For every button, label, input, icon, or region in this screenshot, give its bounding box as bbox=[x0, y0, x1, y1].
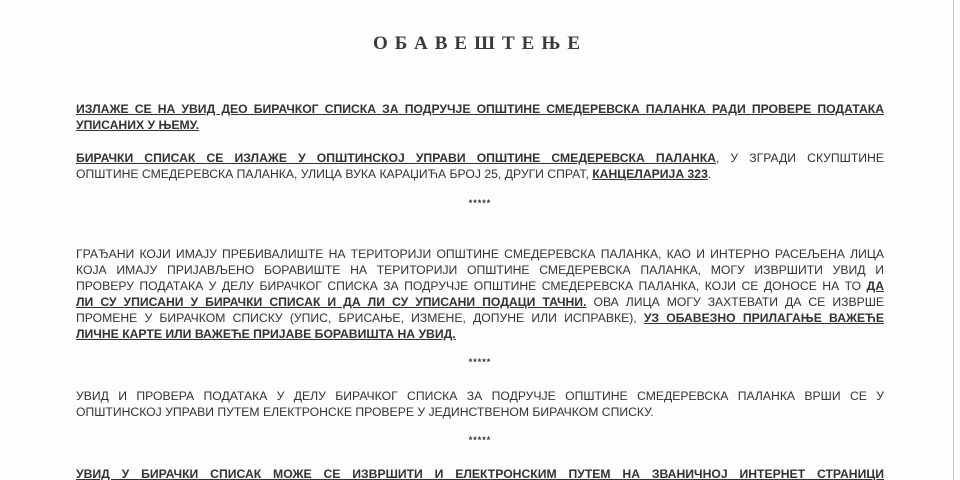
document-title: ОБАВЕШТЕЊЕ bbox=[372, 33, 588, 54]
p3-line-5 bbox=[76, 310, 884, 326]
p4-line-1: УВИД И ПРОВЕРА ПОДАТАКА У ДЕЛУ БИРАЧКОГ СПИСКА ЗА ПОДРУЧЈЕ ОПШТИНЕ СМЕДЕРЕВСКА ПАЛАНКА ВРШИ СЕ У bbox=[76, 389, 884, 403]
page-edge-line bbox=[953, 0, 954, 480]
p3-line-4-bold: ЛИ СУ УПИСАНИ У БИРАЧКИ СПИСАК И ДА ЛИ СУ УПИСАНИ ПОДАЦИ ТАЧНИ. bbox=[76, 295, 587, 309]
p2-office-number: КАНЦЕЛАРИЈА 323 bbox=[592, 167, 708, 181]
p3-line-3 bbox=[76, 278, 884, 294]
p3-line-2: КОЈА ИМАЈУ ПРИЈАВЉЕНО БОРАВИШТЕ НА ТЕРИТОРИЈИ ОПШТИНЕ СМЕДЕРЕВСКА ПАЛАНКА, МОГУ ИЗВРШИТИ УВИД И bbox=[76, 263, 884, 277]
separator-3: ***** bbox=[468, 435, 492, 445]
p3-line-6: ЛИЧНЕ КАРТЕ ИЛИ ВАЖЕЋЕ ПРИЈАВЕ БОРАВИШТА НА УВИД. bbox=[76, 327, 456, 341]
p3-line-4-rest: ОВА ЛИЦА МОГУ ЗАХТЕВАТИ ДА СЕ ИЗВРШЕ bbox=[586, 295, 884, 309]
p2-line-1 bbox=[76, 150, 884, 166]
p3-line-1: ГРАЂАНИ КОЈИ ИМАЈУ ПРЕБИВАЛИШТЕ НА ТЕРИТОРИЈИ ОПШТИНЕ СМЕДЕРЕВСКА ПАЛАНКА, КАО И ИНТЕРНО РАСЕЉЕНА ЛИЦА bbox=[76, 247, 884, 261]
p1-line-2: УПИСАНИХ У ЊЕМУ. bbox=[76, 118, 200, 132]
p3-line-5-bold: УЗ ОБАВЕЗНО ПРИЛАГАЊЕ ВАЖЕЋЕ bbox=[643, 311, 884, 325]
separator-2: ***** bbox=[468, 357, 492, 367]
p4-line-2: ОПШТИНСКОЈ УПРАВИ ПУТЕМ ЕЛЕКТРОНСКЕ ПРОВЕРЕ У ЈЕДИНСТВЕНОМ БИРАЧКОМ СПИСКУ. bbox=[76, 405, 654, 419]
p2-period: . bbox=[707, 167, 712, 181]
p2-rest-1: , У ЗГРАДИ СКУПШТИНЕ bbox=[715, 151, 884, 165]
p2-line-2 bbox=[76, 166, 884, 182]
p2-bold-location: БИРАЧКИ СПИСАК СЕ ИЗЛАЖЕ У ОПШТИНСКОЈ УПРАВИ ОПШТИНЕ СМЕДЕРЕВСКА ПАЛАНКА bbox=[76, 151, 716, 165]
p2-address: ОПШТИНЕ СМЕДЕРЕВСКА ПАЛАНКА, УЛИЦА ВУКА КАРАЏИЋА БРОЈ 25, ДРУГИ СПРАТ, bbox=[76, 167, 593, 181]
p1-line-1: ИЗЛАЖЕ СЕ НА УВИД ДЕО БИРАЧКОГ СПИСКА ЗА ПОДРУЧЈЕ ОПШТИНЕ СМЕДЕРЕВСКА ПАЛАНКА РАДИ ПРОВЕРЕ ПОДАТАКА bbox=[76, 102, 884, 116]
separator-1: ***** bbox=[468, 198, 492, 208]
p3-line-3-text: ПРОВЕРУ ПОДАТАКА У ДЕЛУ БИРАЧКОГ СПИСКА ЗА ПОДРУЧЈЕ ОПШТИНЕ СМЕДЕРЕВСКА ПАЛАНКА, КОЈИ СЕ ДОНОСЕ НА ТО bbox=[76, 279, 867, 293]
p3-line-3-bold: ДА bbox=[866, 279, 884, 293]
p3-line-5-text: ПРОМЕНЕ У БИРАЧКОМ СПИСКУ (УПИС, БРИСАЊЕ, ИЗМЕНЕ, ДОПУНЕ ИЛИ ИСПРАВКЕ), bbox=[76, 311, 644, 325]
p5-line-1: УВИД У БИРАЧКИ СПИСАК МОЖЕ СЕ ИЗВРШИТИ И ЕЛЕКТРОНСКИМ ПУТЕМ НА ЗВАНИЧНОЈ ИНТЕРНЕТ СТРАНИЦИ bbox=[76, 467, 884, 480]
p3-line-4 bbox=[76, 294, 884, 310]
